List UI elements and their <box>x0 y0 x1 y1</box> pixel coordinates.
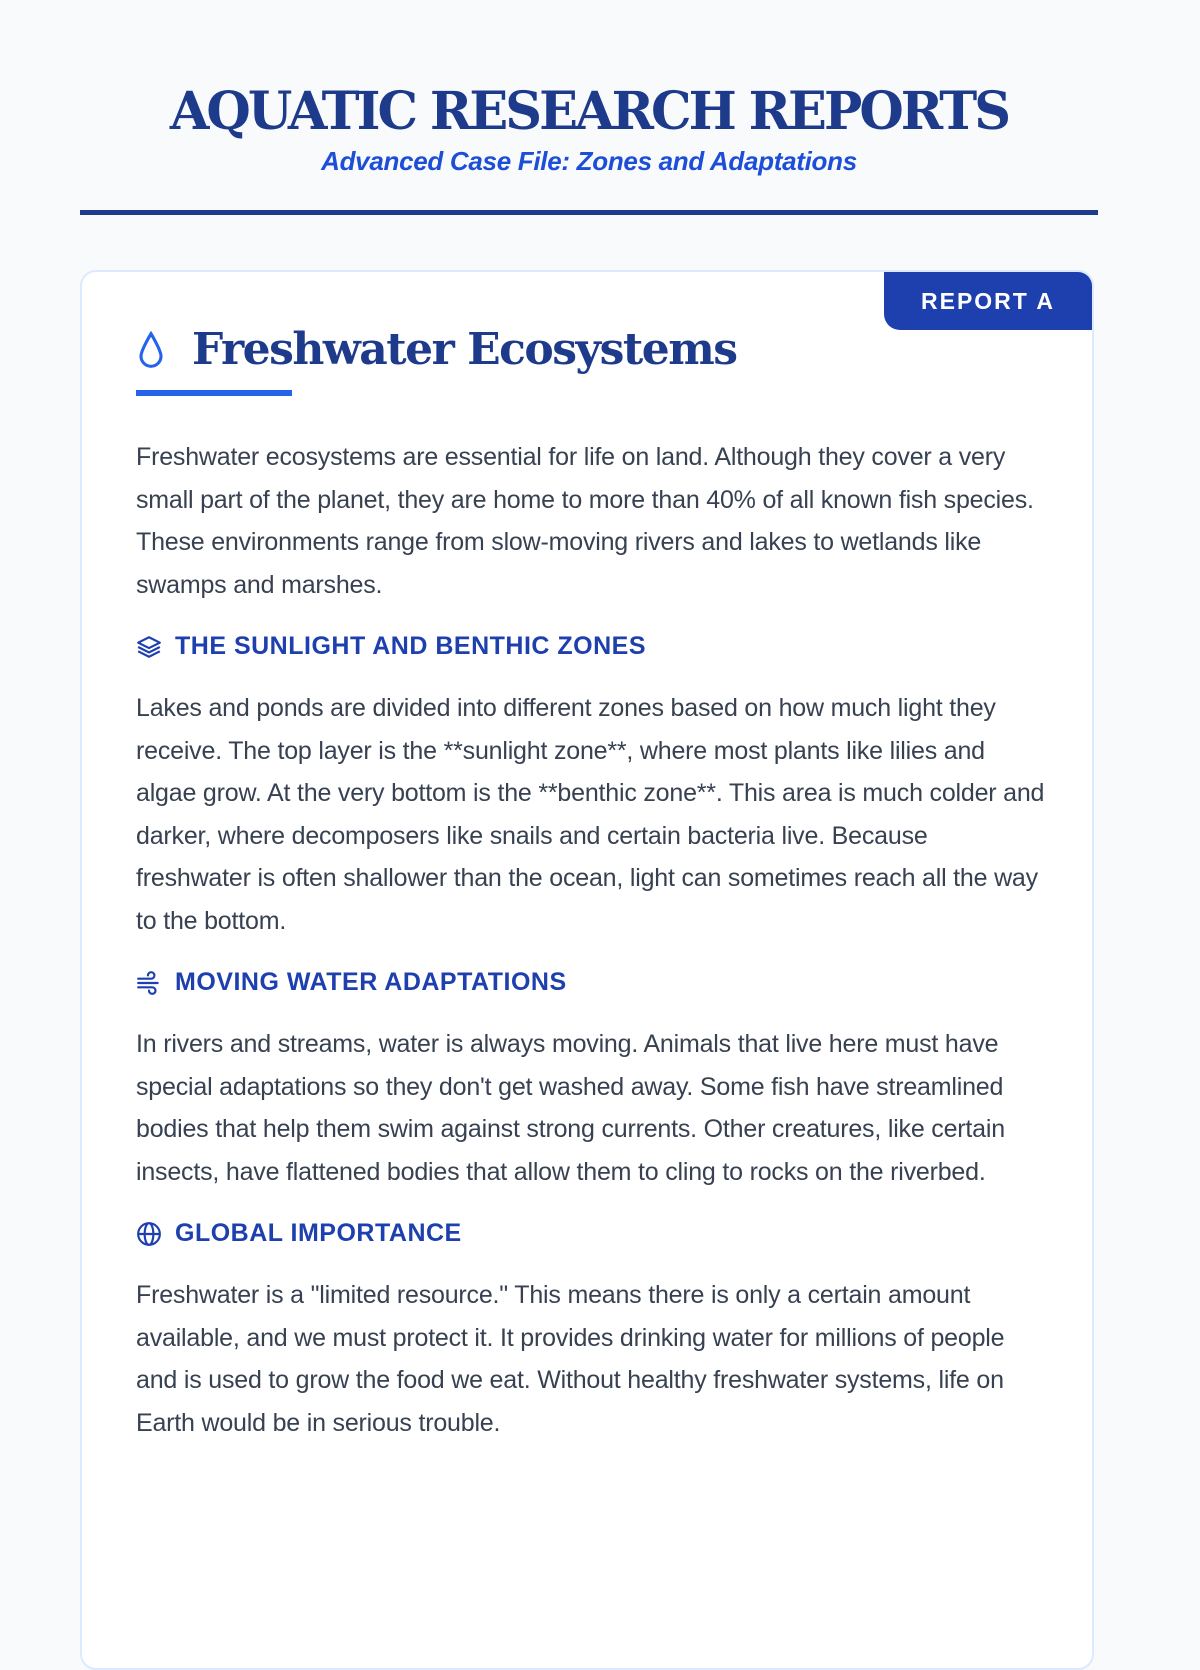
title-underline <box>136 390 292 396</box>
globe-icon <box>136 1221 162 1247</box>
report-content <box>136 436 1046 1444</box>
report-badge: REPORT A <box>884 272 1092 330</box>
page-subtitle: Advanced Case File: Zones and Adaptations <box>321 146 857 176</box>
section-paragraph: Lakes and ponds are divided into different zones based on how much light they receive. The top layer is the **sunlight zone**, where most plants like lilies and algae grow. At the very bottom is the **benthic zone**. This area is much colder and darker, where decomposers like snails and certain bacteria live. Because freshwater is often shallower than the ocean, light can sometimes reach all the way to the bottom. <box>136 694 1045 935</box>
section-title: THE SUNLIGHT AND BENTHIC ZONES <box>175 632 647 660</box>
layers-icon <box>136 634 162 660</box>
wind-icon <box>136 970 162 996</box>
section-heading <box>136 968 1046 997</box>
header-divider <box>80 210 1098 215</box>
water-drop-icon <box>136 330 166 370</box>
section-heading <box>136 1219 1046 1248</box>
section-title: MOVING WATER ADAPTATIONS <box>175 968 567 996</box>
page-title: AQUATIC RESEARCH REPORTS <box>169 81 1009 142</box>
report-heading <box>136 324 737 375</box>
report-title: Freshwater Ecosystems <box>192 324 737 375</box>
section-paragraph: In rivers and streams, water is always moving. Animals that live here must have special adaptations so they don't get washed away. Some fish have streamlined bodies that help them swim against strong currents. Other creatures, like certain insects, have flattened bodies that allow them to cling to rocks on the riverbed. <box>136 1030 1005 1186</box>
section-title: GLOBAL IMPORTANCE <box>175 1219 462 1247</box>
intro-paragraph: Freshwater ecosystems are essential for life on land. Although they cover a very small part of the planet, they are home to more than 40% of all known fish species. These environments range from slow-moving rivers and lakes to wetlands like swamps and marshes. <box>136 443 1034 599</box>
page-header <box>80 80 1098 177</box>
report-card <box>80 270 1094 1670</box>
section-heading <box>136 632 1046 661</box>
section-paragraph: Freshwater is a "limited resource." This means there is only a certain amount available, and we must protect it. It provides drinking water for millions of people and is used to grow the food we eat. Without healthy freshwater systems, life on Earth would be in serious trouble. <box>136 1281 1005 1437</box>
